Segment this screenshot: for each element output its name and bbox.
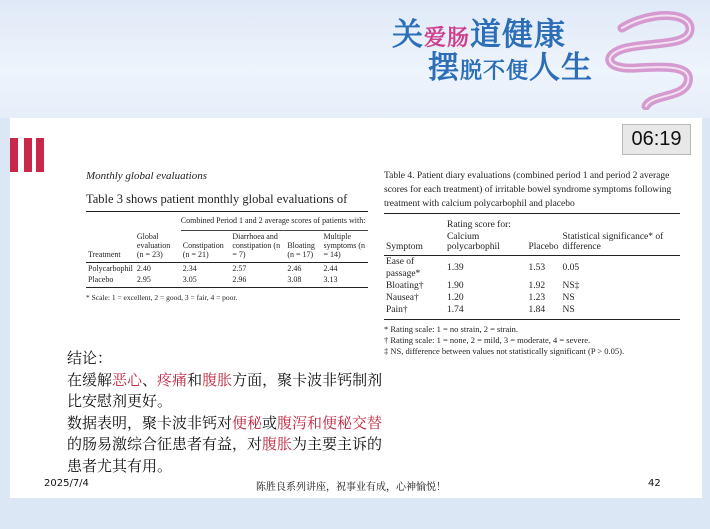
- conclusion-highlight: 便秘: [232, 413, 263, 432]
- table-cell: Placebo: [86, 274, 135, 288]
- table-cell: Bloating†: [386, 281, 424, 292]
- table-cell: Pain†: [384, 304, 445, 320]
- table-cell: NS: [561, 304, 680, 320]
- conclusion-text: 或: [262, 413, 278, 432]
- table-row: [384, 304, 680, 320]
- table-row: [86, 263, 368, 275]
- slogan-text: 爱: [424, 26, 448, 51]
- table4-col-header: Symptom: [384, 231, 445, 256]
- conclusion-title: 结论：: [67, 349, 113, 367]
- table4: [384, 213, 680, 320]
- table-cell: Ease of passage*: [386, 257, 421, 280]
- table-cell: 0.05: [562, 263, 580, 274]
- table4-col-header: Placebo: [526, 231, 560, 256]
- slogan: [392, 17, 594, 86]
- page-number: 42: [648, 478, 661, 489]
- table3-block: [86, 170, 368, 302]
- timer-display: 06:19: [622, 124, 691, 155]
- conclusion-text: 数据表明，聚卡波非钙对: [67, 413, 233, 432]
- table3-caption: Table 3 shows patient monthly global evaluations of: [86, 192, 368, 212]
- table4-col-header: Calcium polycarbophil: [445, 231, 526, 256]
- table-cell: 3.05: [181, 274, 231, 288]
- table-cell: 2.96: [230, 274, 285, 288]
- conclusion-text: 在缓解: [67, 370, 113, 389]
- table4-note: * Rating scale: 1 = no strain, 2 = strain.: [384, 324, 518, 335]
- conclusion-text: 和: [187, 370, 203, 389]
- table-cell: 1.74: [445, 304, 526, 320]
- conclusion-paragraph: [67, 370, 387, 413]
- slide-marker: [10, 138, 18, 172]
- conclusion-highlight: 疼痛: [157, 370, 188, 389]
- table-cell: Nausea†: [386, 293, 419, 304]
- table-cell: NS: [562, 293, 575, 304]
- conclusion-block: [67, 348, 387, 478]
- slide-marker: [24, 138, 32, 172]
- table-row: [384, 280, 680, 292]
- table-cell: 1.90: [447, 281, 464, 292]
- table-cell: 3.13: [322, 274, 369, 288]
- table3-note: * Scale: 1 = excellent, 2 = good, 3 = fair, 4 = poor.: [86, 293, 238, 302]
- conclusion-paragraph: [67, 413, 387, 478]
- intestine-icon: [592, 6, 704, 110]
- table4-rating-header: Rating score for:: [447, 220, 511, 231]
- slogan-text: 脱不便: [460, 59, 530, 84]
- conclusion-highlight: 腹胀: [202, 370, 233, 389]
- table-row: [384, 292, 680, 304]
- table-cell: 2.95: [135, 274, 181, 288]
- slide-marker: [36, 138, 44, 172]
- table3-col-header: Bloating (n = 17): [285, 231, 321, 263]
- slogan-text: 人生: [529, 50, 594, 86]
- table3-col-header: Diarrhoea and constipation (n = 7): [230, 231, 285, 263]
- table3-heading: Monthly global evaluations: [86, 170, 207, 182]
- slogan-text: 关: [392, 17, 424, 53]
- table-cell: 1.84: [526, 304, 560, 320]
- table-cell: 2.34: [182, 264, 197, 273]
- footer-date: 2025/7/4: [44, 478, 89, 489]
- slogan-text: 道健康: [470, 17, 567, 53]
- table-cell: 1.92: [528, 281, 546, 292]
- conclusion-text: 方面，聚卡波非钙制剂比安慰剂更好。: [67, 370, 383, 411]
- table-cell: 1.23: [528, 293, 546, 304]
- table4-note: ‡ NS, difference between values not statistically significant (P > 0.05).: [384, 345, 625, 356]
- footer-text: 陈胜良系列讲座，祝事业有成，心神愉悦！: [256, 482, 446, 493]
- table-cell: 2.40: [136, 264, 151, 273]
- table-cell: 3.08: [285, 274, 321, 288]
- table3: [86, 212, 368, 288]
- slogan-text: 肠: [447, 26, 471, 51]
- table3-col-header: Multiple symptoms (n = 14): [322, 231, 369, 263]
- table-cell: 1.39: [447, 263, 464, 274]
- table4-col-header: Statistical significance* of difference: [561, 231, 680, 256]
- table4-block: [384, 170, 680, 356]
- table-cell: 1.20: [447, 293, 464, 304]
- conclusion-text: 、: [142, 370, 158, 389]
- table3-combined-header: Combined Period 1 and 2 average scores of patients with:: [181, 212, 368, 231]
- slogan-text: 摆: [428, 50, 460, 86]
- conclusion-text: 的肠易激综合征患者有益，对: [67, 435, 263, 454]
- conclusion-highlight: 腹泻和便秘交替: [277, 413, 383, 432]
- table3-col-header: Global evaluation (n = 23): [135, 231, 181, 263]
- table-cell: 2.46: [287, 264, 302, 273]
- conclusion-text: 为主要主诉的患者尤其有用。: [67, 435, 383, 475]
- table-cell: NS‡: [562, 281, 580, 292]
- table-cell: 2.44: [323, 264, 338, 273]
- table-row: [86, 274, 368, 288]
- table4-caption: Table 4. Patient diary evaluations (combined period 1 and period 2 average scores for each treatment) of irritable bowel syndrome symptoms following treatment with calcium polycarbophil and placebo: [384, 171, 672, 209]
- table-row: [384, 256, 680, 281]
- table3-col-header: Constipation (n = 21): [181, 231, 231, 263]
- conclusion-highlight: 腹胀: [262, 435, 293, 454]
- table3-col-header: Treatment: [86, 231, 135, 263]
- table-cell: Polycarbophil: [88, 264, 133, 273]
- table-cell: 2.57: [232, 264, 247, 273]
- table-cell: 1.53: [528, 263, 546, 274]
- table4-note: † Rating scale: 1 = none, 2 = mild, 3 = moderate, 4 = severe.: [384, 334, 591, 345]
- conclusion-highlight: 恶心: [112, 370, 143, 389]
